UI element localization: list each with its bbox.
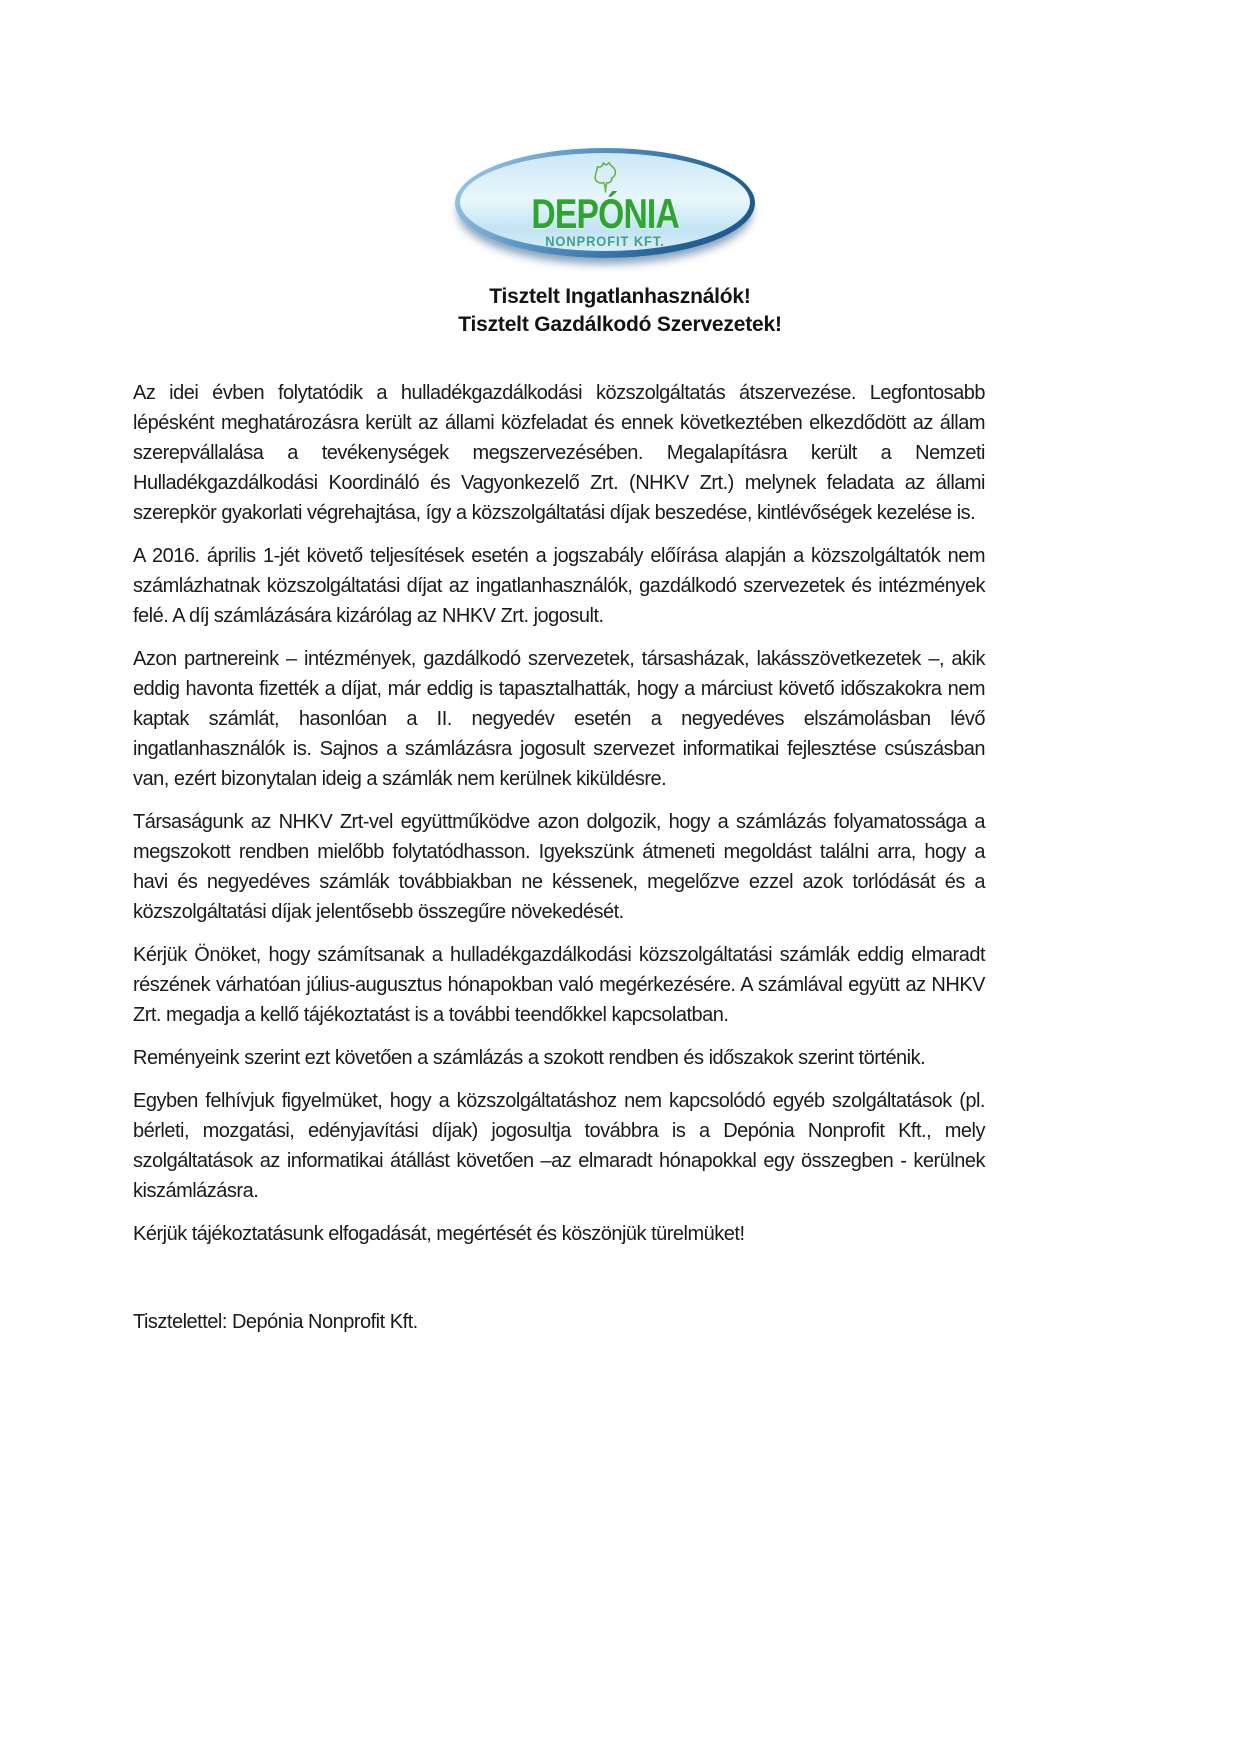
paragraph-2: A 2016. április 1-jét követő teljesítések esetén a jogszabály előírása alapján a közszolgáltatók nem számlázhatnak közszolgáltatási díjat az ingatlanhasználók, gazdálkodó szervezetek és intézmények felé. A díj számlázására kizárólag az NHKV Zrt. jogosult. [133,545,985,627]
heading-gazdalkodo-szervezetek: Tisztelt Gazdálkodó Szervezetek! [458,313,782,336]
paragraph-1: Az idei évben folytatódik a hulladékgazdálkodási közszolgáltatás átszervezése. Legfontosabb lépésként meghatározásra került az állami közfeladat és ennek következtében elkezdődött az állam szerepvállalása a tevékenységek megszervezésében. Megalapításra került a Nemzeti Hulladékgazdálkodási Koordináló és Vagyonkezelő Zrt. (NHKV Zrt.) melynek feladata az állami szerepkör gyakorlati végrehajtása, így a közszolgáltatási díjak beszedése, kintlévőségek kezelése is. [133,382,985,524]
paragraph-5: Kérjük Önöket, hogy számítsanak a hulladékgazdálkodási közszolgáltatási számlák eddig elmaradt részének várhatóan július-augusztus hónapokban való megérkezésére. A számlával együtt az NHKV Zrt. megadja a kellő tájékoztatást is a további teendőkkel kapcsolatban. [133,944,985,1026]
paragraph-8: Kérjük tájékoztatásunk elfogadását, megértését és köszönjük türelmüket! [133,1223,745,1245]
heading-ingatlanhasznalok: Tisztelt Ingatlanhasználók! [489,285,751,308]
letter-headings [0,283,1240,339]
closing-line: Tisztelettel: Depónia Nonprofit Kft. [133,1311,418,1333]
logo-oval [460,153,750,251]
paragraph-4: Társaságunk az NHKV Zrt-vel együttműködve azon dolgozik, hogy a számlázás folyamatossága a megszokott rendben mielőbb folytatódhasson. Igyekszünk átmeneti megoldást találni arra, hogy a havi és negyedéves számlák továbbiakban ne késsenek, megelőzve ezzel azok torlódását és a közszolgáltatási díjak jelentősebb összegűre növekedését. [133,811,985,923]
paragraph-7: Egyben felhívjuk figyelmüket, hogy a közszolgáltatáshoz nem kapcsolódó egyéb szolgáltatások (pl. bérleti, mozgatási, edényjavítási díjak) jogosultja továbbra is a Depónia Nonprofit Kft., mely szolgáltatások az informatikai átállást követően –az elmaradt hónapokkal egy összegben - kerülnek kiszámlázásra. [133,1090,985,1202]
logo-oval-border [455,148,755,258]
letter-body [133,378,985,1350]
logo-subtitle-text: NONPROFIT KFT. [545,233,665,249]
deponia-logo [455,148,755,258]
paragraph-3: Azon partnereink – intézmények, gazdálkodó szervezetek, társasházak, lakásszövetkezetek –, akik eddig havonta fizették a díjat, már eddig is tapasztalhatták, hogy a márciust követő időszakokra nem kaptak számlát, hasonlóan a II. negyedév esetén a negyedéves elszámolásban lévő ingatlanhasználók is. Sajnos a számlázásra jogosult szervezet informatikai fejlesztése csúszásban van, ezért bizonytalan ideig a számlák nem kerülnek kiküldésre. [133,648,985,790]
logo-brand-text: DEPÓNIA [531,190,679,237]
paragraph-6: Reményeink szerint ezt követően a számlázás a szokott rendben és időszakok szerint történik. [133,1047,926,1069]
